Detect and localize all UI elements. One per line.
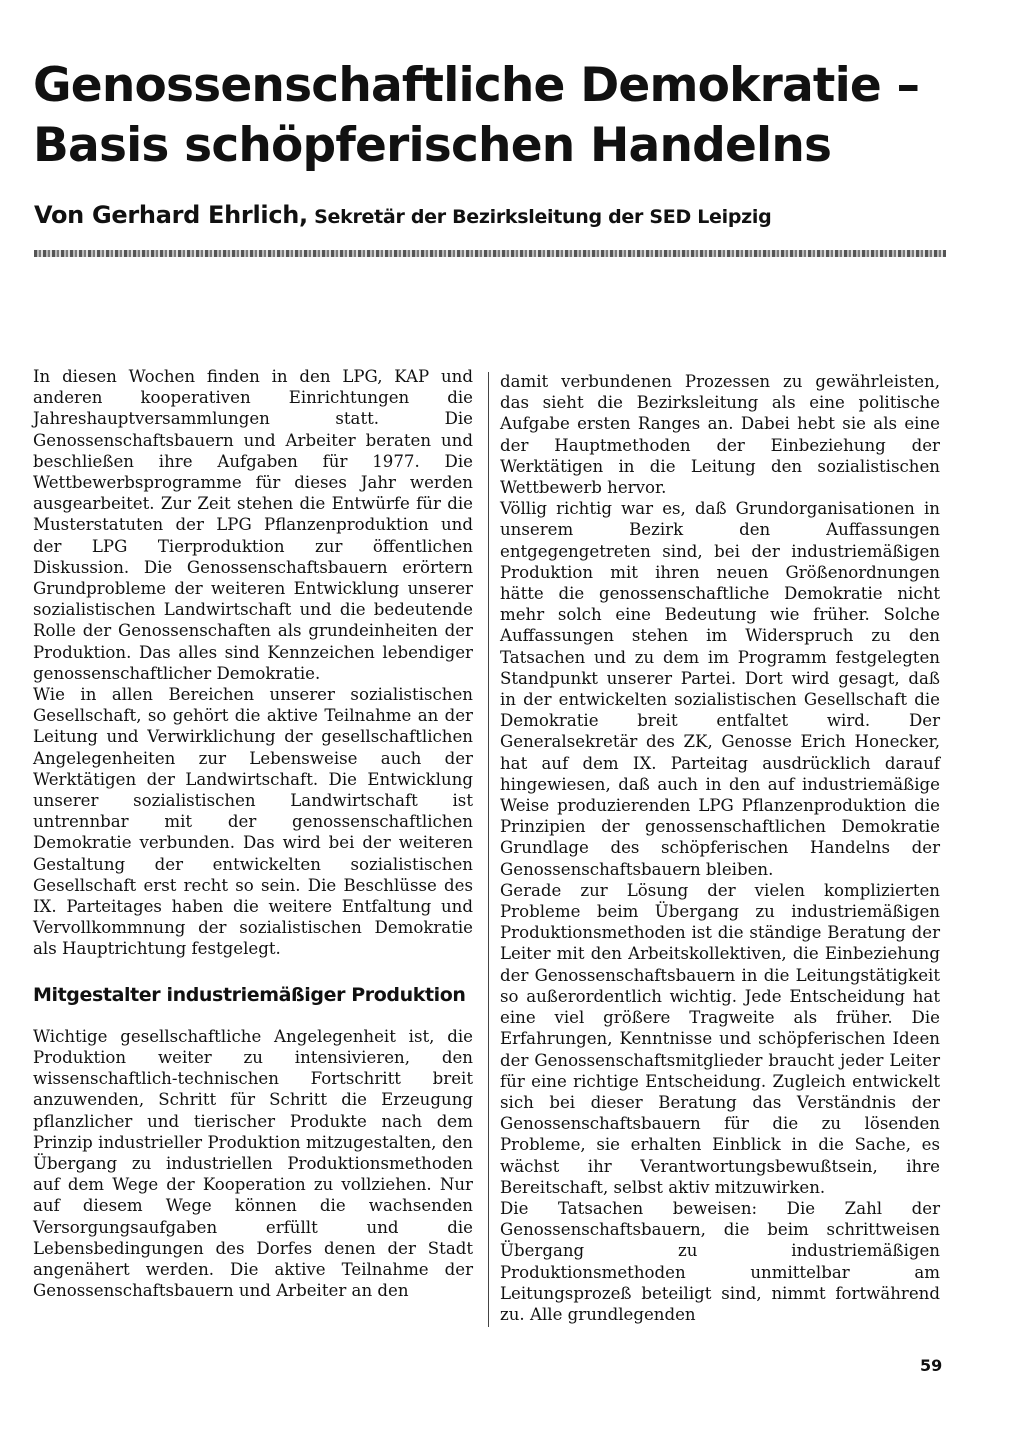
article-title-line-2: Basis schöpferischen Handelns (33, 118, 832, 173)
right-paragraph-3: Gerade zur Lösung der vielen komplizierten Probleme beim Übergang zu industriemäßigen Produktionsmethoden ist die ständige Beratung der Leiter mit den Arbeitskollektiven, die Einbeziehung der Genossenschaftsbauern in die Leitungstätigkeit so außerordentlich wichtig. Jede Entscheidung hat eine viel größere Tragweite als früher. Die Erfahrungen, Kenntnisse und schöpferischen Ideen der Genossenschaftsmitglieder braucht jeder Leiter für eine richtige Entscheidung. Zugleich entwickelt sich bei dieser Beratung das Verständnis der Genossenschaftsbauern für die zu lösenden Probleme, sie erhalten Einblick in die Sache, es wächst ihr Verantwortungsbewußtsein, ihre Bereitschaft, selbst aktiv mitzuwirken. (500, 880, 940, 1197)
left-paragraph-2: Wie in allen Bereichen unserer sozialistischen Gesellschaft, so gehört die aktive Teilnahme an der Leitung und Verwirklichung der gesellschaftlichen Angelegenheiten zur Lebensweise auch der Werktätigen der Landwirtschaft. Die Entwicklung unserer sozialistischen Landwirtschaft ist untrennbar mit der genossenschaftlichen Demokratie verbunden. Das wird bei der weiteren Gestaltung der entwickelten sozialistischen Gesellschaft erst recht so sein. Die Beschlüsse des IX. Parteitages haben die weitere Entfaltung und Vervollkommnung der sozialistischen Demokratie als Hauptrichtung festgelegt. (33, 685, 473, 959)
decorative-rule (34, 250, 946, 257)
left-column (33, 366, 473, 1301)
byline-author: Von Gerhard Ehrlich, (34, 201, 308, 229)
article-title-line-1: Genossenschaftliche Demokratie – (33, 58, 920, 113)
right-paragraph-4: Die Tatsachen beweisen: Die Zahl der Genossenschaftsbauern, die beim schrittweisen Übergang zu industriemäßigen Produktionsmethoden unmittelbar am Leitungsprozeß beteiligt sind, nimmt fortwährend zu. Alle grundlegenden (500, 1198, 940, 1324)
article-byline (34, 201, 974, 229)
column-divider (488, 372, 489, 1327)
section-subheading: Mitgestalter industriemäßiger Produktion (33, 983, 466, 1006)
left-paragraph-1: In diesen Wochen finden in den LPG, KAP und anderen kooperativen Einrichtungen die Jahreshauptversammlungen statt. Die Genossenschaftsbauern und Arbeiter beraten und beschließen ihre Aufgaben für 1977. Die Wettbewerbsprogramme für dieses Jahr werden ausgearbeitet. Zur Zeit stehen die Entwürfe für die Musterstatuten der LPG Pflanzenproduktion und der LPG Tierproduktion zur öffentlichen Diskussion. Die Genossenschaftsbauern erörtern Grundprobleme der weiteren Entwicklung unserer sozialistischen Landwirtschaft und die bedeutende Rolle der Genossenschaften als grundeinheiten der Produktion. Das alles sind Kennzeichen lebendiger genossenschaftlicher Demokratie. (33, 367, 473, 683)
right-paragraph-1: damit verbundenen Prozessen zu gewährleisten, das sieht die Bezirksleitung als eine politische Aufgabe ersten Ranges an. Dabei hebt sie als eine der Hauptmethoden der Einbeziehung der Werktätigen in die Leitung den sozialistischen Wettbewerb hervor. (500, 372, 940, 498)
left-paragraph-3: Wichtige gesellschaftliche Angelegenheit ist, die Produktion weiter zu intensivieren, den wissenschaftlich-technischen Fortschritt breit anzuwenden, Schritt für Schritt die Erzeugung pflanzlicher und tierischer Produkte nach dem Prinzip industrieller Produktion mitzugestalten, den Übergang zu industriellen Produktionsmethoden auf dem Wege der Kooperation zu vollziehen. Nur auf diesem Wege können die wachsenden Versorgungsaufgaben erfüllt und die Lebensbedingungen des Dorfes denen der Stadt angenähert werden. Die aktive Teilnahme der Genossenschaftsbauern und Arbeiter an den (33, 1026, 473, 1301)
right-paragraph-2: Völlig richtig war es, daß Grundorganisationen in unserem Bezirk den Auffassungen entgegengetreten sind, bei der industriemäßigen Produktion mit ihren neuen Größenordnungen hätte die genossenschaftliche Demokratie nicht mehr solch eine Bedeutung wie früher. Solche Auffassungen stehen im Widerspruch zu den Tatsachen und zu dem im Programm festgelegten Standpunkt unserer Partei. Dort wird gesagt, daß in der entwickelten sozialistischen Gesellschaft die Demokratie breit entfaltet wird. Der Generalsekretär des ZK, Genosse Erich Honecker, hat auf dem IX. Parteitag ausdrücklich darauf hingewiesen, daß auch in den auf industriemäßige Weise produzierenden LPG Pflanzenproduktion die Prinzipien der genossenschaftlichen Demokratie Grundlage des schöpferischen Handelns der Genossenschaftsbauern bleiben. (500, 499, 940, 879)
right-column (500, 371, 940, 1325)
page-number: 59 (920, 1356, 943, 1375)
byline-role: Sekretär der Bezirksleitung der SED Leipzig (307, 206, 772, 228)
article-title (33, 56, 993, 176)
